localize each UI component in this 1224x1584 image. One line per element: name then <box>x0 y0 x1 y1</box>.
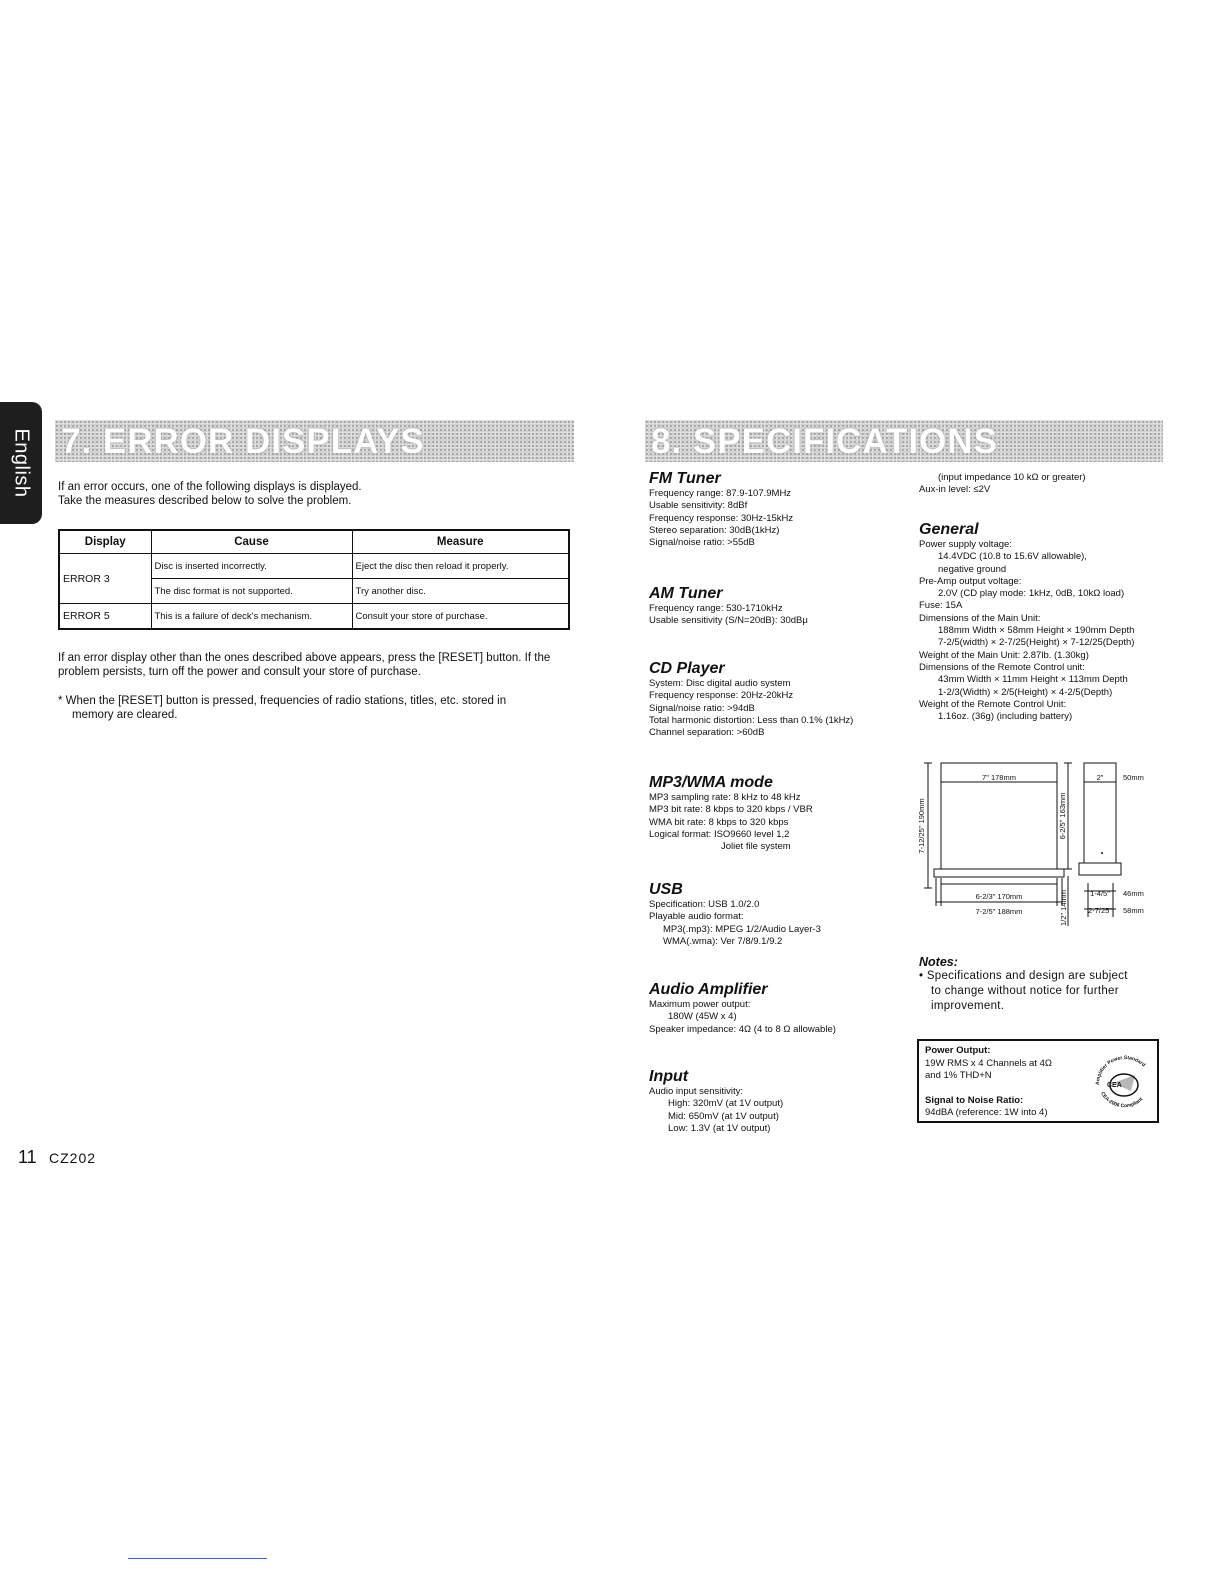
reset-note <box>58 694 578 722</box>
spec-line: Pre-Amp output voltage: <box>919 575 1022 587</box>
spec-line: Frequency response: 30Hz-15kHz <box>649 512 794 524</box>
language-tab-label: English <box>10 428 33 498</box>
measure-cell: Eject the disc then reload it properly. <box>352 554 569 579</box>
dim-side-width: 2" <box>1096 773 1104 782</box>
snr-value: 94dBA (reference: 1W into 4) <box>925 1107 1048 1118</box>
spec-line: 1-2/3(Width) × 2/5(Height) × 4-2/5(Depth) <box>938 686 1113 698</box>
usb-section <box>649 881 821 948</box>
page-number: 11 <box>18 1147 37 1167</box>
display-cell: ERROR 3 <box>59 554 151 604</box>
spec-line: (input impedance 10 kΩ or greater) <box>938 472 1086 483</box>
notes-line3: improvement. <box>931 1000 1005 1012</box>
notes-heading: Notes: <box>919 955 958 969</box>
general-section <box>919 521 1134 723</box>
measure-cell: Try another disc. <box>352 579 569 604</box>
spec-line: Total harmonic distortion: Less than 0.1% (1kHz) <box>649 714 854 726</box>
error-after-text <box>58 651 550 679</box>
dim-bottom-inner: 6-2/3" 170mm <box>975 892 1023 901</box>
spec-line: Frequency response: 20Hz-20kHz <box>649 690 794 702</box>
spec-line: Fuse: 15A <box>919 600 963 612</box>
spec-line: Power supply voltage: <box>919 539 1012 550</box>
spec-line: Logical format: ISO9660 level 1,2 <box>649 828 790 840</box>
cd-player-heading: CD Player <box>649 660 725 677</box>
general-lines <box>919 539 1134 723</box>
error-displays-banner <box>55 420 574 462</box>
measure-cell: Consult your store of purchase. <box>352 604 569 630</box>
spec-line: Aux-in level: ≤2V <box>919 484 991 496</box>
cause-cell: Disc is inserted incorrectly. <box>151 554 352 579</box>
dim-side-h2-mm: 58mm <box>1123 906 1144 915</box>
notes-line1: • Specifications and design are subject <box>919 970 1128 982</box>
spec-line: Frequency range: 87.9-107.9MHz <box>649 488 792 499</box>
dim-side-width-mm: 50mm <box>1123 773 1144 782</box>
fm-tuner-heading: FM Tuner <box>649 470 721 487</box>
dim-bottom-outer: 7-2/5" 188mm <box>975 907 1023 916</box>
notes-section <box>919 955 1128 1014</box>
spec-line: Frequency range: 530-1710kHz <box>649 603 783 614</box>
error-table <box>58 529 570 630</box>
reset-note-line2: memory are cleared. <box>72 709 178 721</box>
spec-line: 7-2/5(width) × 2-7/25(Height) × 7-12/25(Depth) <box>938 637 1135 649</box>
language-tab[interactable] <box>0 402 42 524</box>
spec-line: Maximum power output: <box>649 999 751 1010</box>
error-after-line1: If an error display other than the ones described above appears, press the [RESET] button. If the <box>58 652 551 664</box>
dim-left-height: 7-12/25" 190mm <box>917 798 926 854</box>
spec-line: Signal/noise ratio: >94dB <box>649 702 755 714</box>
spec-line: MP3(.mp3): MPEG 1/2/Audio Layer-3 <box>663 923 821 935</box>
seal-top-text: Amplifier Power Standard <box>1094 1054 1147 1086</box>
spec-line: MP3 bit rate: 8 kbps to 320 kbps / VBR <box>649 804 813 816</box>
spec-line: 180W (45W x 4) <box>668 1011 737 1023</box>
header-measure: Measure <box>352 530 569 554</box>
cause-cell: The disc format is not supported. <box>151 579 352 604</box>
notes-line2: to change without notice for further <box>931 985 1119 997</box>
error-displays-title: 7. ERROR DISPLAYS <box>61 422 425 461</box>
spec-line: Mid: 650mV (at 1V output) <box>668 1110 779 1122</box>
audio-amplifier-heading: Audio Amplifier <box>649 981 768 998</box>
spec-line: Weight of the Remote Control Unit: <box>919 698 1067 710</box>
dim-side-h1: 1-4/5" <box>1090 889 1110 898</box>
dim-front-width: 7" 178mm <box>982 773 1016 782</box>
power-output-heading: Power Output: <box>925 1045 991 1056</box>
fm-tuner-section <box>649 470 793 549</box>
mp3-wma-section <box>649 774 813 853</box>
input-continued <box>919 472 1086 497</box>
model-name: CZ202 <box>49 1150 97 1166</box>
error-intro-line1: If an error occurs, one of the following displays is displayed. <box>58 481 362 493</box>
spec-line: Usable sensitivity (S/N=20dB): 30dBμ <box>649 615 808 627</box>
general-heading: General <box>919 521 979 538</box>
spec-line: Dimensions of the Remote Control unit: <box>919 661 1085 673</box>
dim-bottom-depth: 1/2" 14mm <box>1059 889 1068 927</box>
spec-line: negative ground <box>938 563 1007 575</box>
snr-heading: Signal to Noise Ratio: <box>925 1094 1024 1106</box>
spec-line: High: 320mV (at 1V output) <box>668 1098 784 1110</box>
table-row <box>59 604 569 630</box>
error-intro <box>58 480 362 508</box>
spec-line: Signal/noise ratio: >55dB <box>649 537 755 549</box>
seal-center-text: CEA <box>1107 1082 1122 1089</box>
spec-line: 43mm Width × 11mm Height × 113mm Depth <box>938 674 1128 686</box>
table-row <box>59 554 569 579</box>
spec-line: 14.4VDC (10.8 to 15.6V allowable), <box>938 551 1087 563</box>
spec-line: Audio input sensitivity: <box>649 1086 743 1097</box>
power-output-value: 19W RMS x 4 Channels at 4Ω <box>925 1057 1052 1069</box>
spec-line: 1.16oz. (36g) (including battery) <box>938 711 1073 723</box>
spec-line: 188mm Width × 58mm Height × 190mm Depth <box>938 625 1135 637</box>
spec-line: MP3 sampling rate: 8 kHz to 48 kHz <box>649 792 801 803</box>
display-cell: ERROR 5 <box>59 604 151 630</box>
mp3-wma-heading: MP3/WMA mode <box>649 774 773 791</box>
dim-side-h2: 2-7/25" <box>1088 906 1112 915</box>
footer-link-line <box>128 1558 267 1559</box>
cea-compliance-seal-icon <box>1091 1045 1155 1117</box>
spec-line: Joliet file system <box>721 841 791 853</box>
dimensions-diagram <box>916 758 1160 934</box>
spec-line: System: Disc digital audio system <box>649 678 791 689</box>
specifications-banner <box>645 420 1163 462</box>
power-output-thd: and 1% THD+N <box>925 1070 992 1081</box>
power-output-box <box>917 1039 1159 1123</box>
spec-line: Speaker impedance: 4Ω (4 to 8 Ω allowable) <box>649 1023 836 1035</box>
audio-amplifier-section <box>649 981 836 1036</box>
spec-line: Weight of the Main Unit: 2.87lb. (1.30kg) <box>919 649 1089 661</box>
spec-line: WMA bit rate: 8 kbps to 320 kbps <box>649 816 789 828</box>
header-display: Display <box>59 530 151 554</box>
seal-bottom-text: CEA-2006 Compliant <box>1099 1090 1145 1110</box>
spec-line: Channel separation: >60dB <box>649 727 765 739</box>
spec-line: Specification: USB 1.0/2.0 <box>649 899 760 910</box>
specifications-title: 8. SPECIFICATIONS <box>651 422 998 461</box>
spec-line: Stereo separation: 30dB(1kHz) <box>649 524 780 536</box>
header-cause: Cause <box>151 530 352 554</box>
am-tuner-heading: AM Tuner <box>649 585 723 602</box>
reset-note-line1: * When the [RESET] button is pressed, frequencies of radio stations, titles, etc. stored in <box>58 695 507 707</box>
dim-side-h1-mm: 46mm <box>1123 889 1144 898</box>
error-after-line2: problem persists, turn off the power and consult your store of purchase. <box>58 666 421 678</box>
am-tuner-section <box>649 585 808 628</box>
spec-line: Low: 1.3V (at 1V output) <box>668 1122 771 1134</box>
spec-line: Dimensions of the Main Unit: <box>919 612 1041 624</box>
power-output-text <box>925 1045 1052 1120</box>
spec-line: Usable sensitivity: 8dBf <box>649 500 748 512</box>
error-table-header <box>59 530 569 554</box>
input-section <box>649 1068 783 1135</box>
spec-line: 2.0V (CD play mode: 1kHz, 0dB, 10kΩ load) <box>938 588 1125 600</box>
cd-player-section <box>649 660 853 739</box>
cause-cell: This is a failure of deck's mechanism. <box>151 604 352 630</box>
spec-line: WMA(.wma): Ver 7/8/9.1/9.2 <box>663 935 783 947</box>
spec-line: Playable audio format: <box>649 911 744 923</box>
usb-heading: USB <box>649 881 683 898</box>
input-heading: Input <box>649 1068 689 1085</box>
error-intro-line2: Take the measures described below to solve the problem. <box>58 495 352 507</box>
dim-right-height: 6-2/5" 163mm <box>1058 792 1067 840</box>
